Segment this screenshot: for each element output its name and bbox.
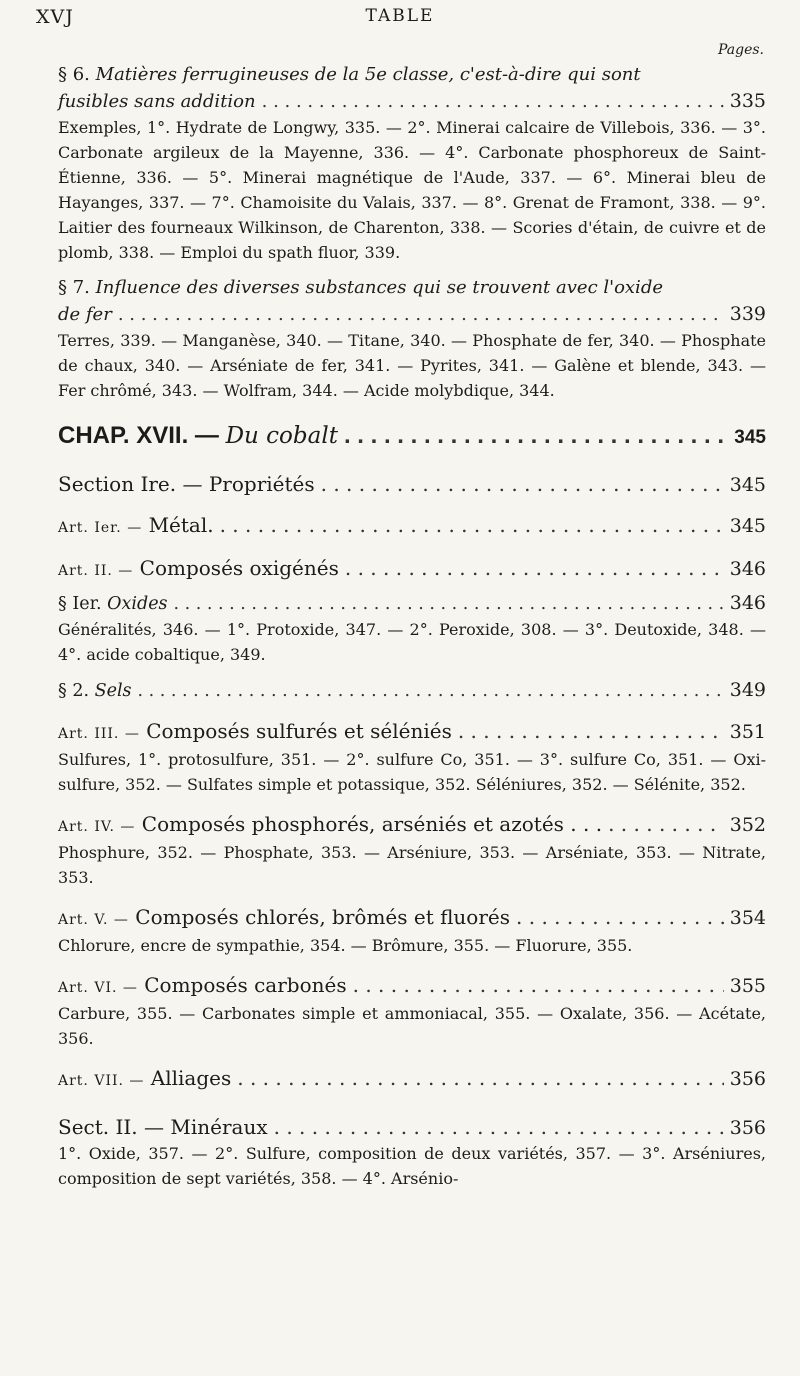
toc-entry-section1 [58,471,766,498]
dot-leader [237,1065,724,1091]
para6-page: 335 [729,90,766,112]
para6-number: § 6. [58,64,90,85]
dot-leader [262,89,724,115]
toc-entry-art3 [58,718,766,747]
chapter-page: 345 [734,427,766,448]
art2-page: 346 [729,558,766,580]
dot-leader [220,512,724,538]
dot-leader [274,1114,724,1140]
art4-page: 352 [729,814,766,836]
toc-entry-art5 [58,904,766,933]
para7-description: Terres, 339. — Manganèse, 340. — Titane, 340. — Phosphate de fer, 340. — Phosphate de chaux, 340. — Arséniate de fer, 341. — Pyrites, 341. — Galène et blende, 343. — Fer chrômé, 343. — Wolfram, 344. — Acide molybdique, 344. [58,331,766,400]
section2-title: Minéraux [170,1115,268,1139]
art3-description: Sulfures, 1°. protosulfure, 351. — 2°. sulfure Co, 351. — 3°. sulfure Co, 351. — Oxi-sulfure, 352. — Sulfates simple et potassique, 352. Séléniures, 352. — Sélénite, 352. [58,750,766,794]
art1-title: Métal. [148,513,214,537]
art1-label: Art. Ier. — [58,520,143,536]
dot-leader [174,591,724,617]
sels-page: 349 [729,679,766,701]
art5-page: 354 [729,907,766,929]
toc-entry-art1 [58,512,766,541]
para7-title-line2: de fer [58,304,112,325]
toc-entry-art4 [58,811,766,840]
art6-label: Art. VI. — [58,980,138,996]
running-title: TABLE [365,6,435,26]
sels-title: Sels [94,681,132,701]
dot-leader [458,718,724,744]
art4-title: Composés phosphorés, arséniés et azotés . . . [141,812,603,836]
chapter-label: CHAP. XVII. — [58,422,219,449]
toc-entry-para7 [58,275,766,328]
para7-number: § 7. [58,277,90,298]
art7-page: 356 [729,1068,766,1090]
dot-leader [321,471,724,497]
toc-entry-para6 [58,62,766,115]
chapter-title: Du cobalt [225,423,338,449]
section1-label: Section Ire. — [58,472,203,496]
oxides-page: 346 [729,592,766,614]
toc-entry-art6 [58,972,766,1001]
section2-description: 1°. Oxide, 357. — 2°. Sulfure, composition de deux variétés, 357. — 3°. Arséniures, composition de sept variétés, 358. — 4°. Arsénio- [58,1144,766,1188]
toc-entry-art7 [58,1065,766,1094]
para6-title-line1: Matières ferrugineuses de la 5e classe, c'est-à-dire qui sont [95,64,641,85]
art6-description: Carbure, 355. — Carbonates simple et ammoniacal, 355. — Oxalate, 356. — Acétate, 356. [58,1004,766,1048]
art7-title: Alliages [150,1066,232,1090]
page-folio: XVJ [36,6,74,28]
toc-entry-sels [58,677,766,704]
dot-leader [118,302,724,328]
oxides-number: § Ier. [58,594,102,614]
pages-column-label: Pages. [717,42,764,58]
dot-leader [608,811,724,837]
para6-title-line2: fusibles sans addition [58,91,256,112]
art4-label: Art. IV. — [58,819,136,835]
section2-label: Sect. II. — [58,1115,165,1139]
para7-title-line1: Influence des diverses substances qui se trouvent avec l'oxide [95,277,663,298]
para6-description: Exemples, 1°. Hydrate de Longwy, 335. — 2°. Minerai calcaire de Villebois, 336. — 3°. Carbonate argileux de la Mayenne, 336. — 4°. Carbonate phosphoreux de Saint-Étienne, 336. — 5°. Minerai magnétique de l'Aude, 337. — 6°. Minerai bleu de Hayanges, 337. — 7°. Chamoisite du Valais, 337. — 8°. Grenat de Framont, 338. — 9°. Laitier des fourneaux Wilkinson, de Charenton, 338. — Scories d'étain, de cuivre et de plomb, 338. — Emploi du spath fluor, 339. [58,118,766,262]
sels-number: § 2. [58,681,90,701]
art3-title: Composés sulfurés et séléniés [146,719,452,743]
toc-entry-oxides [58,590,766,617]
art3-page: 351 [729,721,766,743]
art1-page: 345 [729,515,766,537]
art4-description: Phosphure, 352. — Phosphate, 353. — Arséniure, 353. — Arséniate, 353. — Nitrate, 353. [58,843,766,887]
dot-leader [344,423,728,449]
toc-entry-section2 [58,1114,766,1141]
dot-leader [345,555,724,581]
art5-title: Composés chlorés, brômés et fluorés [135,905,511,929]
art2-label: Art. II. — [58,563,134,579]
art6-title: Composés carbonés [144,973,347,997]
dot-leader [516,904,724,930]
art3-label: Art. III. — [58,726,140,742]
table-of-contents [58,62,766,1201]
oxides-title: Oxides [107,594,168,614]
art5-label: Art. V. — [58,912,129,928]
dot-leader [353,972,724,998]
toc-entry-art2 [58,555,766,584]
section1-title: Propriétés [208,472,315,496]
para7-page: 339 [729,303,766,325]
dot-leader [138,678,724,704]
art7-label: Art. VII. — [58,1073,145,1089]
toc-entry-chapter [58,423,766,451]
oxides-description: Généralités, 346. — 1°. Protoxide, 347. — 2°. Peroxide, 308. — 3°. Deutoxide, 348. — 4°. acide cobaltique, 349. [58,620,766,664]
section1-page: 345 [729,474,766,496]
art5-description: Chlorure, encre de sympathie, 354. — Brômure, 355. — Fluorure, 355. [58,936,633,955]
art2-title: Composés oxigénés [139,556,339,580]
section2-page: 356 [729,1117,766,1139]
art6-page: 355 [729,975,766,997]
